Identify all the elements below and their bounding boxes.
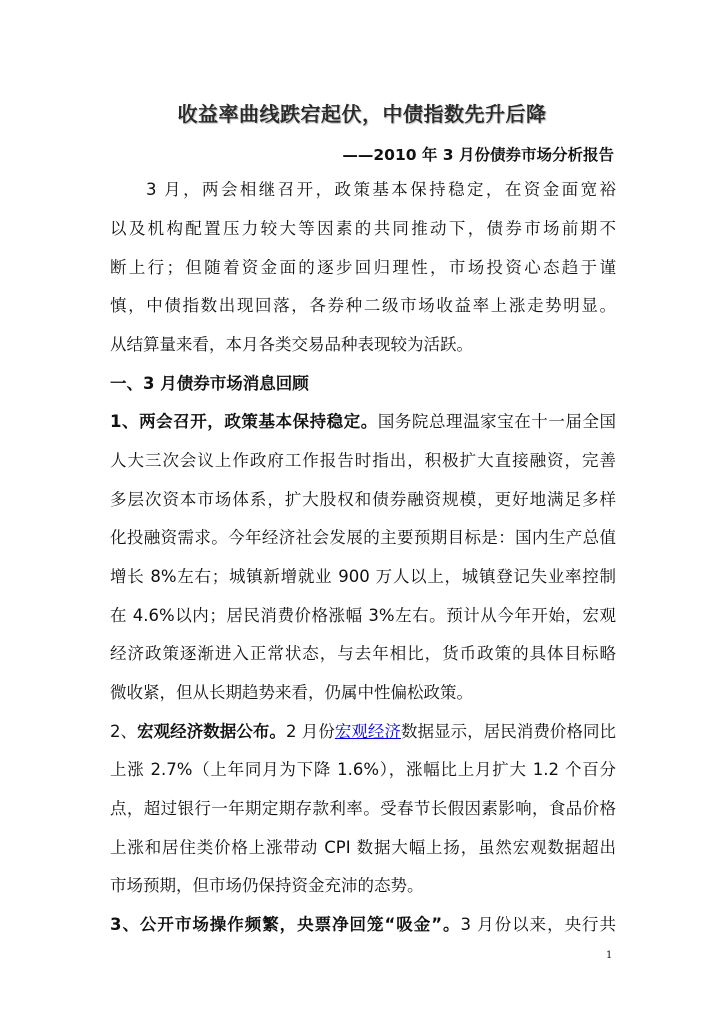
item2-heading: 宏观经济数据公布。 xyxy=(137,722,286,741)
item3-first-line xyxy=(110,913,616,937)
item1-line: 在 4.6%以内；居民消费价格涨幅 3%左右。预计从今年开始，宏观 xyxy=(110,606,616,625)
item2-number: 2、 xyxy=(110,722,138,741)
item1-line: 人大三次会议上作政府工作报告时指出，积极扩大直接融资，完善 xyxy=(110,451,616,470)
item2-line: 上涨 2.7%（上年同月为下降 1.6%），涨幅比上月扩大 1.2 个百分 xyxy=(110,760,616,779)
item1-heading: 1、两会召开，政策基本保持稳定。 xyxy=(110,412,378,431)
document-subtitle: ——2010 年 3 月份债券市场分析报告 xyxy=(342,146,614,164)
intro-line: 慎，中债指数出现回落，各券种二级市场收益率上涨走势明显。 xyxy=(110,296,616,315)
intro-line: 断上行；但随着资金面的逐步回归理性，市场投资心态趋于谨 xyxy=(110,258,616,277)
item1-line: 化投融资需求。今年经济社会发展的主要预期目标是：国内生产总值 xyxy=(110,528,616,547)
item1-line: 微收紧，但从长期趋势来看，仍属中性偏松政策。 xyxy=(110,683,473,702)
item2-line: 市场预期，但市场仍保持资金充沛的态势。 xyxy=(110,876,424,895)
item1-line: 经济政策逐渐进入正常状态，与去年相比，货币政策的具体目标略 xyxy=(110,644,616,663)
item1-line: 增长 8%左右；城镇新增就业 900 万人以上，城镇登记失业率控制 xyxy=(110,567,616,586)
section-heading: 一、3 月债券市场消息回顾 xyxy=(110,374,309,393)
intro-line: 以及机构配置压力较大等因素的共同推动下，债券市场前期不 xyxy=(110,219,616,238)
item2-line: 点，超过银行一年期定期存款利率。受春节长假因素影响，食品价格 xyxy=(110,799,616,818)
item2-text: 2 月份 xyxy=(285,722,335,741)
item2-text: 数据显示，居民消费价格同比 xyxy=(401,722,617,741)
item1-text: 国务院总理温家宝在十一届全国 xyxy=(377,412,617,431)
intro-line: 3 月，两会相继召开，政策基本保持稳定，在资金面宽裕 xyxy=(146,180,616,199)
intro-line: 从结算量来看，本月各类交易品种表现较为活跃。 xyxy=(110,335,473,354)
page-number: 1 xyxy=(606,950,613,961)
item1-line: 多层次资本市场体系，扩大股权和债券融资规模，更好地满足多样 xyxy=(110,490,616,509)
item2-line: 上涨和居住类价格上涨带动 CPI 数据大幅上扬，虽然宏观数据超出 xyxy=(110,838,616,857)
item3-heading: 3、公开市场操作频繁，央票净回笼“吸金”。 xyxy=(110,915,461,934)
item3-text: 3 月份以来，央行共 xyxy=(460,915,617,934)
item1-first-line xyxy=(110,410,616,434)
item2-first-line xyxy=(110,720,616,744)
macro-economy-link[interactable]: 宏观经济 xyxy=(334,722,402,741)
document-title: 收益率曲线跌宕起伏，中债指数先升后降 xyxy=(177,102,547,126)
